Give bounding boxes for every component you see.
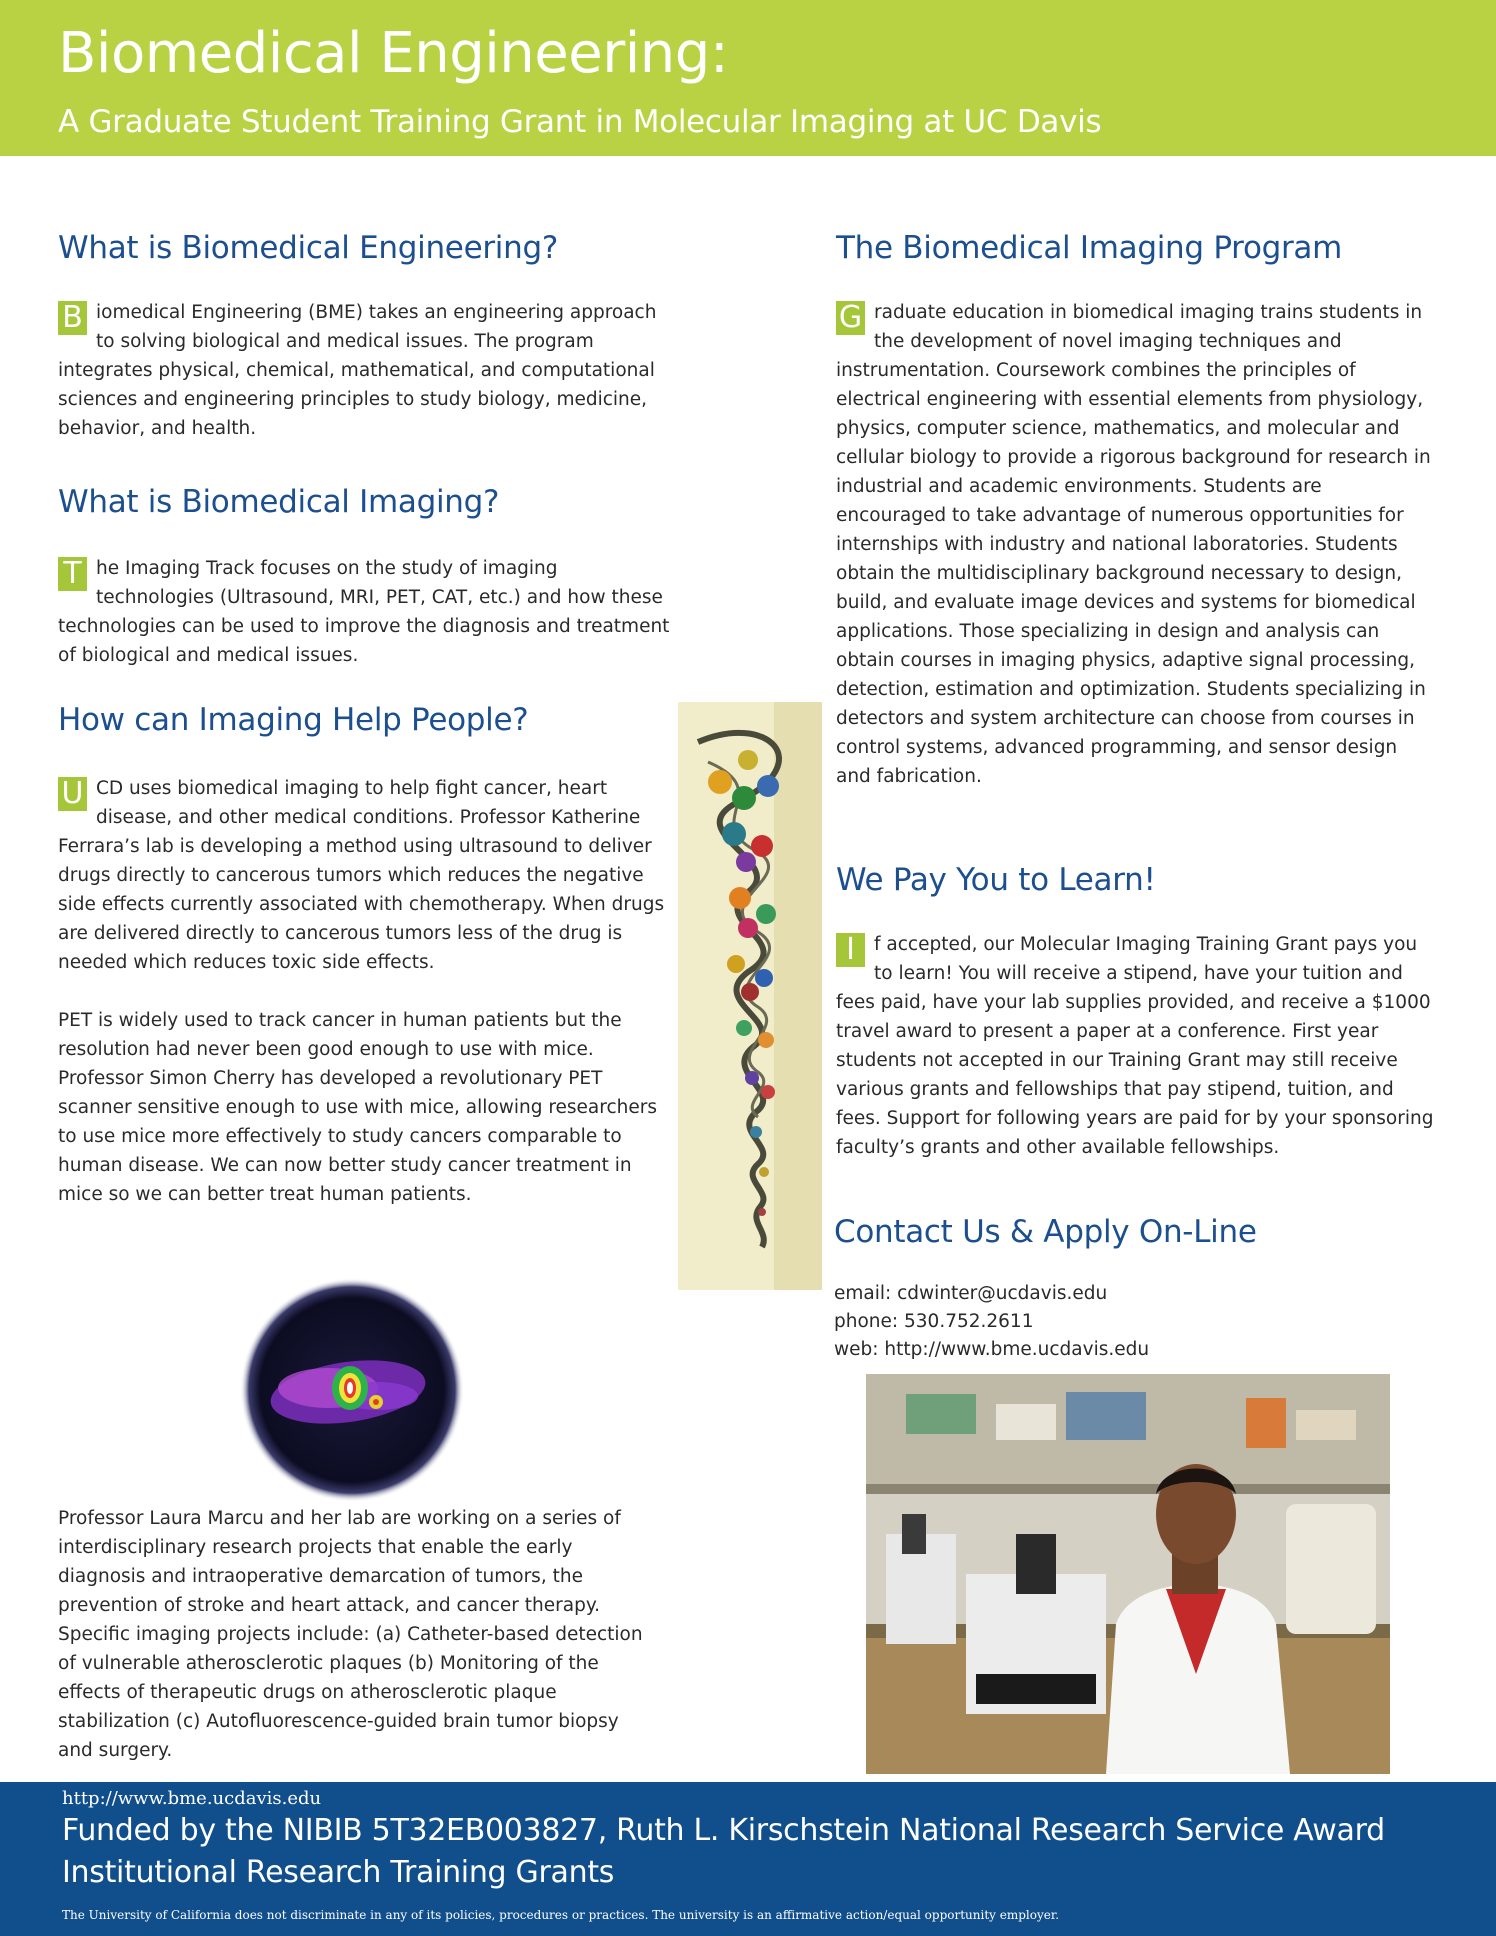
- dropcap: U: [58, 777, 87, 811]
- section-contact: [834, 1212, 1434, 1364]
- section-body: G raduate education in biomedical imaging trains students in the development of novel imaging techniques and instrumentation. Coursework combines the principles of electrical engineering with essential elements from physiology, physics, computer science, mathematics, and molecular and cellular biology to provide a rigorous background for research in industrial and academic environments. Students are encouraged to take advantage of numerous opportunities for internships with industry and national laboratories. Students obtain the multidisciplinary background necessary to design, build, and evaluate image devices and systems for biomedical applications. Those specializing in design and analysis can obtain courses in imaging physics, adaptive signal processing, detection, estimation and optimization. Students specializing in detectors and system architecture can choose from courses in control systems, advanced programming, and sensor design and fabrication.: [836, 300, 1431, 787]
- eeo-disclaimer: The University of California does not discriminate in any of its policies, procedures or practices. The university is an affirmative action/equal opportunity employer.: [62, 1908, 1060, 1922]
- section-we-pay: [836, 860, 1436, 1162]
- pet-scan-image: [238, 1276, 466, 1504]
- funding-statement: Funded by the NIBIB 5T32EB003827, Ruth L. Kirschstein National Research Service Award Institutional Research Training Grants: [62, 1813, 1385, 1890]
- page-title: Biomedical Engineering:: [58, 21, 729, 86]
- dropcap: I: [836, 933, 865, 967]
- section-what-is-bme: [58, 228, 678, 443]
- section-heading: Contact Us & Apply On-Line: [834, 1214, 1257, 1250]
- section-body-marcu: Professor Laura Marcu and her lab are working on a series of interdisciplinary research projects that enable the early diagnosis and intraoperative demarcation of tumors, the prevention of stroke and heart attack, and cancer therapy. Specific imaging projects include: (a) Catheter-based detection of vulnerable atherosclerotic plaques (b) Monitoring of the effects of therapeutic drugs on atherosclerotic plaque stabilization (c) Autofluorescence-guided brain tumor biopsy and surgery.: [58, 1508, 643, 1761]
- section-marcu-lab: [58, 1504, 658, 1765]
- section-how-imaging-helps: [58, 700, 680, 1209]
- section-heading: What is Biomedical Engineering?: [58, 230, 558, 266]
- header-banner: [0, 0, 1496, 156]
- dna-sculpture-image: [678, 702, 822, 1290]
- footer-banner: [0, 1782, 1496, 1936]
- contact-email[interactable]: email: cdwinter@ucdavis.edu: [834, 1283, 1108, 1304]
- page-subtitle: A Graduate Student Training Grant in Molecular Imaging at UC Davis: [58, 104, 1102, 140]
- student-lab-photo: [866, 1374, 1390, 1774]
- footer-url[interactable]: http://www.bme.ucdavis.edu: [62, 1788, 322, 1809]
- section-heading: The Biomedical Imaging Program: [836, 230, 1343, 266]
- section-body: B iomedical Engineering (BME) takes an engineering approach to solving biological and medical issues. The program integrates physical, chemical, mathematical, and computational sciences and engineering principles to study biology, medicine, behavior, and health.: [58, 300, 657, 439]
- dropcap: T: [58, 557, 87, 591]
- section-heading: What is Biomedical Imaging?: [58, 484, 500, 520]
- dropcap: G: [836, 301, 865, 335]
- section-body: T he Imaging Track focuses on the study of imaging technologies (Ultrasound, MRI, PET, CAT, etc.) and how these technologies can be used to improve the diagnosis and treatment of biological and medical issues.: [58, 556, 670, 666]
- dropcap: B: [58, 301, 87, 335]
- section-imaging-program: [836, 228, 1432, 791]
- section-body: I f accepted, our Molecular Imaging Training Grant pays you to learn! You will receive a stipend, have your tuition and fees paid, have your lab supplies provided, and receive a $1000 travel award to present a paper at a conference. First year students not accepted in our Training Grant may still receive various grants and fellowships that pay stipend, tuition, and fees. Support for following years are paid for by your sponsoring faculty’s grants and other available fellowships.: [836, 932, 1434, 1158]
- section-what-is-imaging: [58, 482, 678, 670]
- section-body-pet: PET is widely used to track cancer in human patients but the resolution had never been good enough to use with mice. Professor Simon Cherry has developed a revolutionary PET scanner sensitive enough to use with mice, allowing researchers to use mice more effectively to study cancers comparable to human disease. We can now better study cancer treatment in mice so we can better treat human patients.: [58, 1010, 657, 1205]
- contact-web[interactable]: web: http://www.bme.ucdavis.edu: [834, 1339, 1150, 1360]
- section-body: U CD uses biomedical imaging to help fight cancer, heart disease, and other medical conditions. Professor Katherine Ferrara’s lab is developing a method using ultrasound to deliver drugs directly to cancerous tumors which reduces the negative side effects currently associated with chemotherapy. When drugs are delivered directly to cancerous tumors less of the drug is needed which reduces toxic side effects.: [58, 776, 665, 973]
- contact-phone[interactable]: phone: 530.752.2611: [834, 1311, 1034, 1332]
- section-heading: How can Imaging Help People?: [58, 702, 529, 738]
- section-heading: We Pay You to Learn!: [836, 862, 1156, 898]
